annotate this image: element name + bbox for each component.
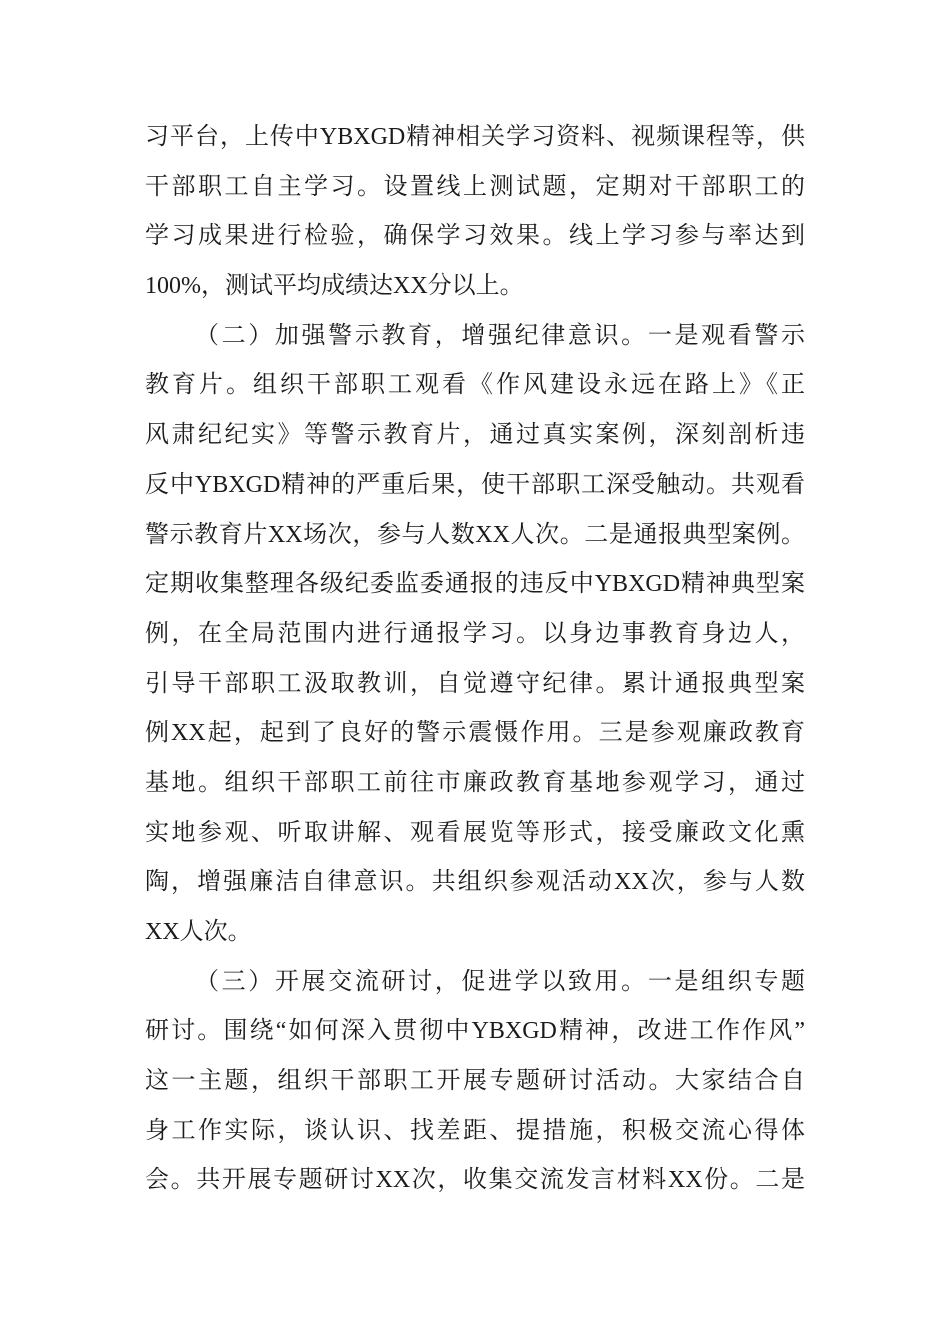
text-line: 这一主题，组织干部职工开展专题研讨活动。大家结合自 [145,1068,805,1095]
text-line: （三）开展交流研讨，促进学以致用。一是组织专题 [195,968,805,995]
text-line: 风肃纪纪实》等警示教育片，通过真实案例，深刻剖析违 [145,422,805,449]
text-line: 习平台，上传中YBXGD精神相关学习资料、视频课程等，供 [145,124,805,150]
text-line: 反中YBXGD精神的严重后果，使干部职工深受触动。共观看 [145,471,805,498]
text-line: 引导干部职工汲取教训，自觉遵守纪律。累计通报典型案 [145,670,805,697]
text-line: 例，在全局范围内进行通报学习。以身边事教育身边人， [145,620,805,647]
text-line: 实地参观、听取讲解、观看展览等形式，接受廉政文化熏 [145,819,805,846]
text-line: 会。共开展专题研讨XX次，收集交流发言材料XX份。二是 [145,1167,805,1194]
text-line: 身工作实际，谈认识、找差距、提措施，积极交流心得体 [145,1117,805,1144]
text-line: 警示教育片XX场次，参与人数XX人次。二是通报典型案例。 [145,521,805,548]
text-line: 100%，测试平均成绩达XX分以上。 [145,273,524,300]
text-line: 定期收集整理各级纪委监委通报的违反中YBXGD精神典型案 [145,571,805,598]
text-line: 教育片。组织干部职工观看《作风建设永远在路上》《正 [145,372,805,399]
text-line: XX人次。 [145,919,252,945]
text-line: 陶，增强廉洁自律意识。共组织参观活动XX次，参与人数 [145,869,805,896]
text-line: 干部职工自主学习。设置线上测试题，定期对干部职工的 [145,173,805,200]
text-line: 学习成果进行检验，确保学习效果。线上学习参与率达到 [145,223,805,250]
text-line: 基地。组织干部职工前往市廉政教育基地参观学习，通过 [145,769,805,796]
text-line: 研讨。围绕“如何深入贯彻中YBXGD精神，改进工作作风” [145,1018,805,1045]
text-line: 例XX起，起到了良好的警示震慑作用。三是参观廉政教育 [145,720,805,747]
text-line: （二）加强警示教育，增强纪律意识。一是观看警示 [195,322,805,349]
document-body [145,113,805,1206]
